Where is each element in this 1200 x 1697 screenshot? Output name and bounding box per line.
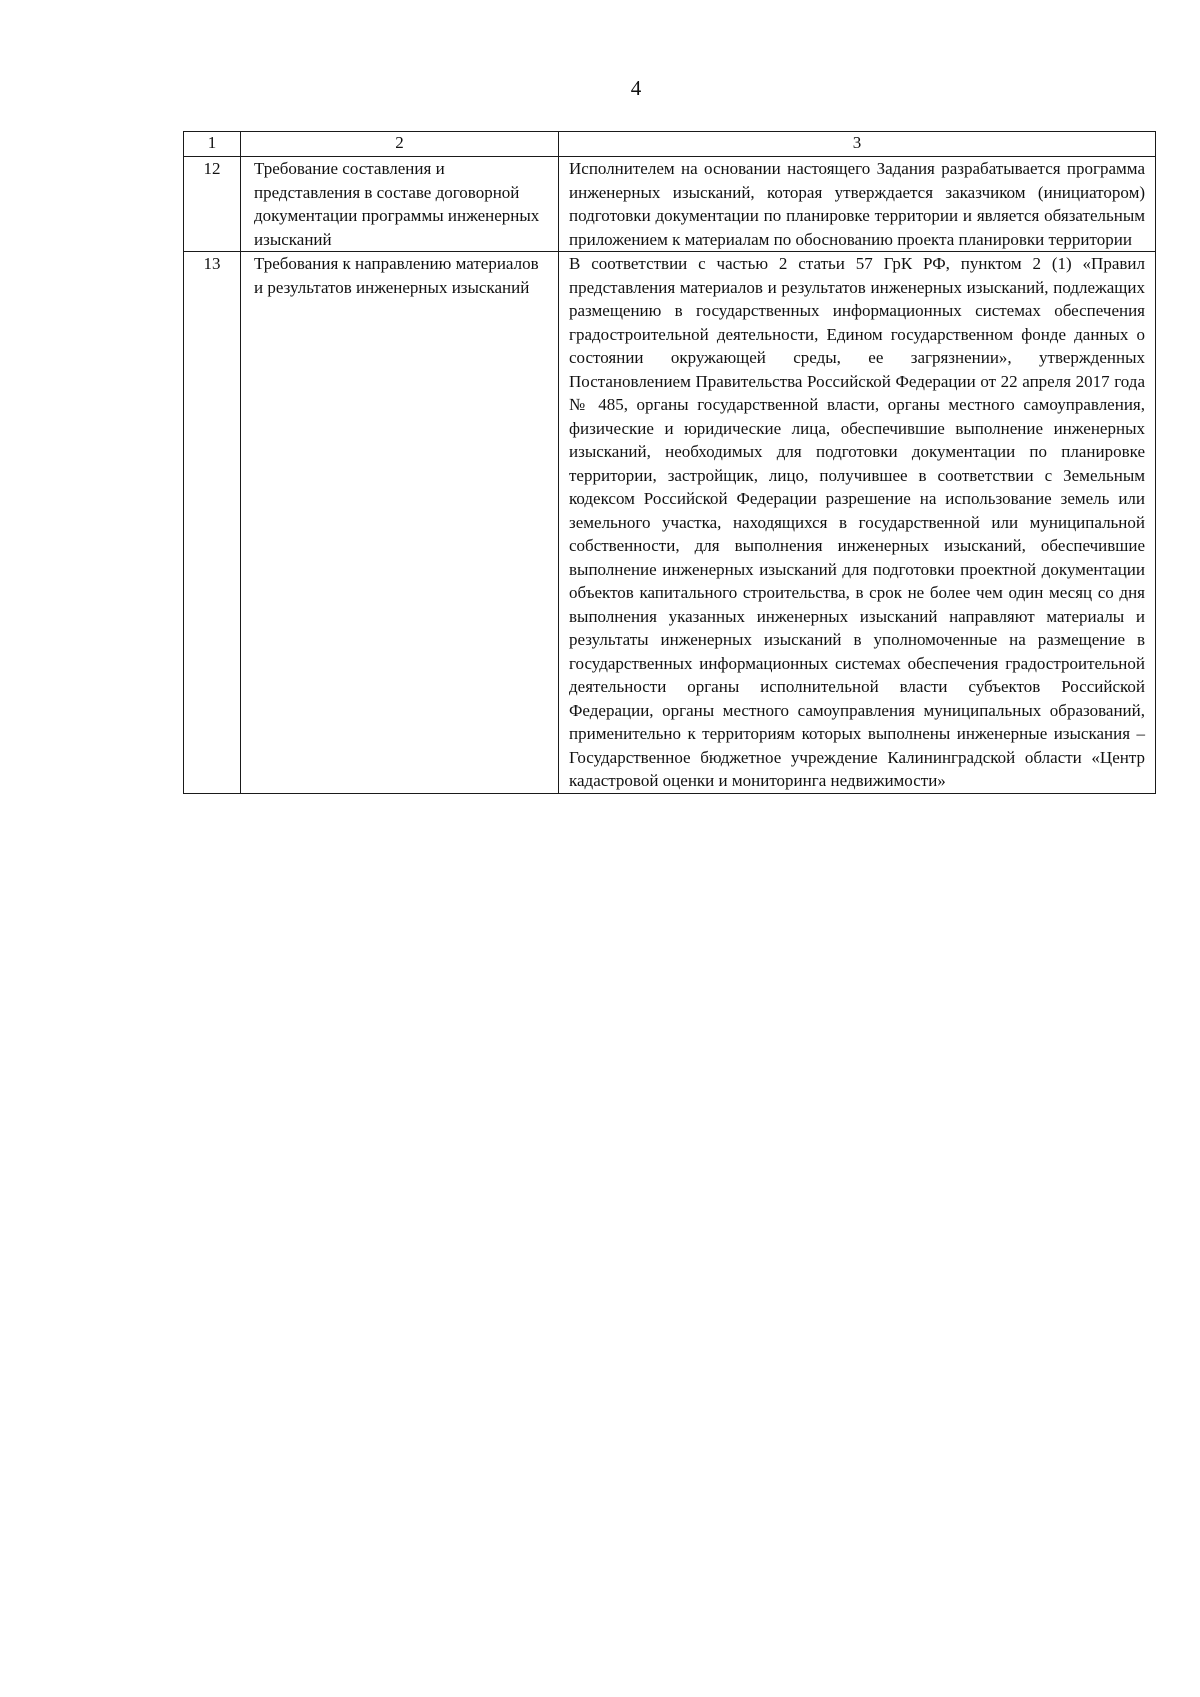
requirement-description: В соответствии с частью 2 статьи 57 ГрК РФ, пунктом 2 (1) «Правил представления материалов и результатов инженерных изысканий, подлежащих размещению в государственных информационных системах обеспечения градостроительной деятельности, Едином государственном фонде данных о состоянии окружающей среды, ее загрязнении», утвержденных Постановлением Правительства Российской Федерации от 22 апреля 2017 года № 485, органы государственной власти, органы местного самоуправления, физические и юридические лица, обеспечившие выполнение инженерных изысканий, необходимых для подготовки документации по планировке территории, застройщик, лицо, получившее в соответствии с Земельным кодексом Российской Федерации разрешение на использование земель или земельного участка, находящихся в государственной или муниципальной собственности, для выполнения инженерных изысканий, обеспечившие выполнение инженерных изысканий для подготовки проектной документации объектов капитального строительства, в срок не более чем один месяц со дня выполнения указанных инженерных изысканий направляют материалы и результаты инженерных изысканий в уполномоченные на размещение в государственных информационных системах обеспечения градостроительной деятельности органы исполнительной власти субъектов Российской Федерации, органы местного самоуправления муниципальных образований, применительно к территориям которых выполнены инженерные изыскания – Государственное бюджетное учреждение Калининградской области «Центр кадастровой оценки и мониторинга недвижимости» [559,252,1156,794]
requirement-description: Исполнителем на основании настоящего Задания разрабатывается программа инженерных изысканий, которая утверждается заказчиком (инициатором) подготовки документации по планировке территории и является обязательным приложением к материалам по обоснованию проекта планировки территории [559,157,1156,252]
column-number-1: 1 [184,132,241,157]
column-number-2: 2 [241,132,559,157]
table-header-row [184,132,1156,157]
requirement-name: Требование составления и представления в составе договорной документации программы инженерных изысканий [241,157,559,252]
row-number: 12 [184,157,241,252]
row-number: 13 [184,252,241,794]
column-number-3: 3 [559,132,1156,157]
table-row [184,252,1156,794]
table-row [184,157,1156,252]
requirements-table [183,131,1156,794]
requirement-name: Требования к направлению материалов и результатов инженерных изысканий [241,252,559,794]
page-number: 4 [630,76,642,100]
